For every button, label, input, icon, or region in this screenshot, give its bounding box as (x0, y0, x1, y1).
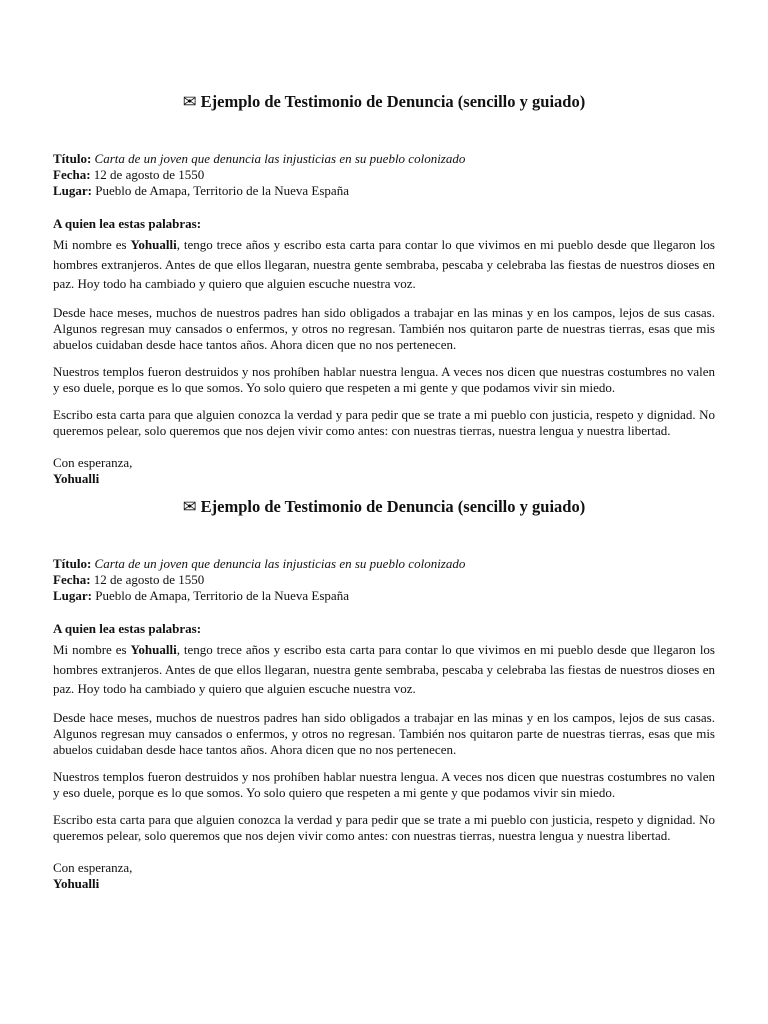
lugar-label: Lugar: (53, 588, 92, 603)
fecha-value: 12 de agosto de 1550 (93, 167, 205, 182)
fecha-line (53, 167, 715, 183)
titulo-line (53, 151, 715, 167)
lugar-line (53, 588, 715, 604)
titulo-label: Título: (53, 151, 92, 166)
fecha-value: 12 de agosto de 1550 (93, 572, 205, 587)
titulo-label: Título: (53, 556, 92, 571)
paragraph-1-rest: , tengo trece años y escribo esta carta para contar lo que vivimos en mi pueblo desde que llegaron los hombres extranjeros. Antes de que ellos llegaran, nuestra gente sembraba, pescaba y celebraba las fiestas de nuestros dioses en paz. Hoy todo ha cambiado y quiero que alguien escuche nuestra voz. (53, 642, 715, 696)
body-paragraph-2: Desde hace meses, muchos de nuestros padres han sido obligados a trabajar en las minas y en los campos, lejos de sus casas. Algunos regresan muy cansados o enfermos, y otros no regresan. También nos quitaron parte de nuestras tierras, esas que mis abuelos cuidaban desde hace tantos años. Ahora dicen que no nos pertenecen. (53, 709, 715, 757)
lugar-label: Lugar: (53, 183, 92, 198)
closing-phrase: Con esperanza, (53, 859, 133, 875)
titulo-value: Carta de un joven que denuncia las injusticias en su pueblo colonizado (94, 151, 466, 166)
body-paragraph-4: Escribo esta carta para que alguien conozca la verdad y para pedir que se trate a mi pueblo con justicia, respeto y dignidad. No queremos pelear, solo queremos que nos dejen vivir como antes: con nuestras tierras, nuestra lengua y nuestra libertad. (53, 406, 715, 438)
letter-heading-text: Ejemplo de Testimonio de Denuncia (sencillo y guiado) (200, 92, 586, 111)
signature: Yohualli (53, 470, 100, 486)
closing-phrase: Con esperanza, (53, 454, 133, 470)
body-paragraph-4: Escribo esta carta para que alguien conozca la verdad y para pedir que se trate a mi pueblo con justicia, respeto y dignidad. No queremos pelear, solo queremos que nos dejen vivir como antes: con nuestras tierras, nuestra lengua y nuestra libertad. (53, 811, 715, 843)
envelope-icon: ✉ (182, 92, 197, 111)
body-paragraph-1 (53, 235, 715, 294)
envelope-icon: ✉ (182, 497, 197, 516)
letter-greeting: A quien lea estas palabras: (53, 216, 202, 231)
lugar-value: Pueblo de Amapa, Territorio de la Nueva España (95, 588, 349, 603)
letter-metadata (53, 151, 715, 199)
signature: Yohualli (53, 875, 100, 891)
lugar-line (53, 183, 715, 199)
letter-heading (53, 92, 715, 112)
fecha-line (53, 572, 715, 588)
letter-heading-text: Ejemplo de Testimonio de Denuncia (sencillo y guiado) (200, 497, 586, 516)
body-paragraph-1 (53, 640, 715, 699)
letter-heading (53, 497, 715, 517)
paragraph-1-intro: Mi nombre es (53, 237, 131, 252)
letter-closing (53, 860, 715, 892)
titulo-value: Carta de un joven que denuncia las injusticias en su pueblo colonizado (94, 556, 466, 571)
fecha-label: Fecha: (53, 167, 91, 182)
paragraph-1-intro: Mi nombre es (53, 642, 131, 657)
author-name: Yohualli (130, 237, 177, 252)
author-name: Yohualli (130, 642, 177, 657)
lugar-value: Pueblo de Amapa, Territorio de la Nueva España (95, 183, 349, 198)
letter-greeting: A quien lea estas palabras: (53, 621, 202, 636)
fecha-label: Fecha: (53, 572, 91, 587)
body-paragraph-2: Desde hace meses, muchos de nuestros padres han sido obligados a trabajar en las minas y en los campos, lejos de sus casas. Algunos regresan muy cansados o enfermos, y otros no regresan. También nos quitaron parte de nuestras tierras, esas que mis abuelos cuidaban desde hace tantos años. Ahora dicen que no nos pertenecen. (53, 304, 715, 352)
body-paragraph-3: Nuestros templos fueron destruidos y nos prohíben hablar nuestra lengua. A veces nos dicen que nuestras costumbres no valen y eso duele, porque es lo que somos. Yo solo quiero que respeten a mi gente y que podamos vivir sin miedo. (53, 768, 715, 800)
paragraph-1-rest: , tengo trece años y escribo esta carta para contar lo que vivimos en mi pueblo desde que llegaron los hombres extranjeros. Antes de que ellos llegaran, nuestra gente sembraba, pescaba y celebraba las fiestas de nuestros dioses en paz. Hoy todo ha cambiado y quiero que alguien escuche nuestra voz. (53, 237, 715, 291)
titulo-line (53, 556, 715, 572)
letter-closing (53, 455, 715, 487)
letter-metadata (53, 556, 715, 604)
body-paragraph-3: Nuestros templos fueron destruidos y nos prohíben hablar nuestra lengua. A veces nos dicen que nuestras costumbres no valen y eso duele, porque es lo que somos. Yo solo quiero que respeten a mi gente y que podamos vivir sin miedo. (53, 363, 715, 395)
testimony-letter (53, 497, 715, 892)
testimony-letter (53, 92, 715, 487)
